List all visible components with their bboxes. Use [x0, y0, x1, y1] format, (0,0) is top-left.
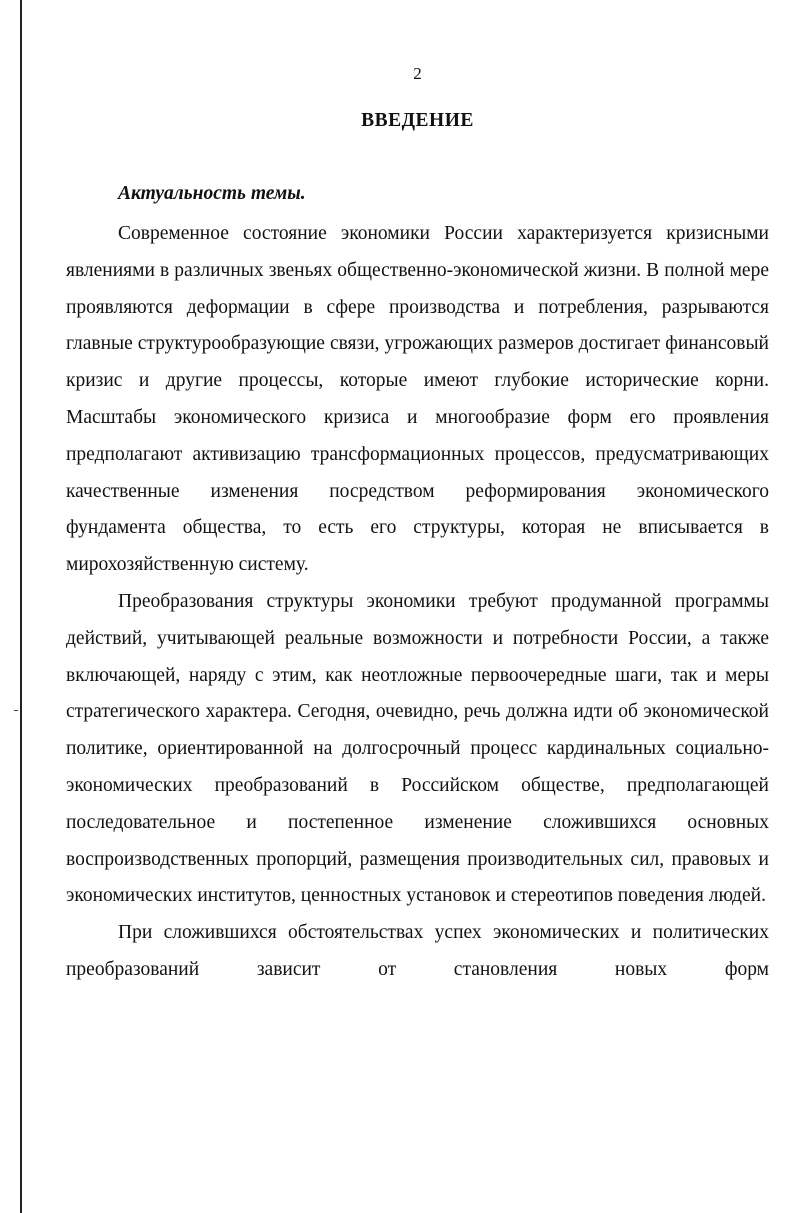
- page-number: 2: [413, 64, 422, 83]
- margin-mark: [14, 710, 18, 711]
- paragraph: Преобразования структуры экономики требуют продуманной программы действий, учитывающей реальные возможности и потребности России, а также включающей, наряду с этим, как неотложные первоочередные шаги, так и меры стратегического характера. Сегодня, очевидно, речь должна идти об экономической политике, ориентированной на долгосрочный процесс кардинальных социально-экономических преобразований в Российском обществе, предполагающей последовательное и постепенное изменение сложившихся основных воспроизводственных пропорций, размещения производительных сил, правовых и экономических институтов, ценностных установок и стереотипов поведения людей.: [66, 590, 769, 907]
- subsection-heading: Актуальность темы.: [118, 183, 306, 204]
- paragraph: Современное состояние экономики России характеризуется кризисными явлениями в различных звеньях общественно-экономической жизни. В полной мере проявляются деформации в сфере производства и потребления, разрываются главные структурообразующие связи, угрожающих размеров достигает финансовый кризис и другие процессы, которые имеют глубокие исторические корни. Масштабы экономического кризиса и многообразие форм его проявления предполагают активизацию трансформационных процессов, предусматривающих качественные изменения посредством реформирования экономического фундамента общества, то есть его структуры, которая не вписывается в мирохозяйственную систему.: [66, 223, 769, 576]
- paragraph: При сложившихся обстоятельствах успех экономических и политических преобразований зависит от становления новых форм: [66, 922, 769, 980]
- body-text: [66, 216, 769, 989]
- binding-edge-line: [20, 0, 22, 1213]
- section-heading: ВВЕДЕНИЕ: [361, 110, 474, 131]
